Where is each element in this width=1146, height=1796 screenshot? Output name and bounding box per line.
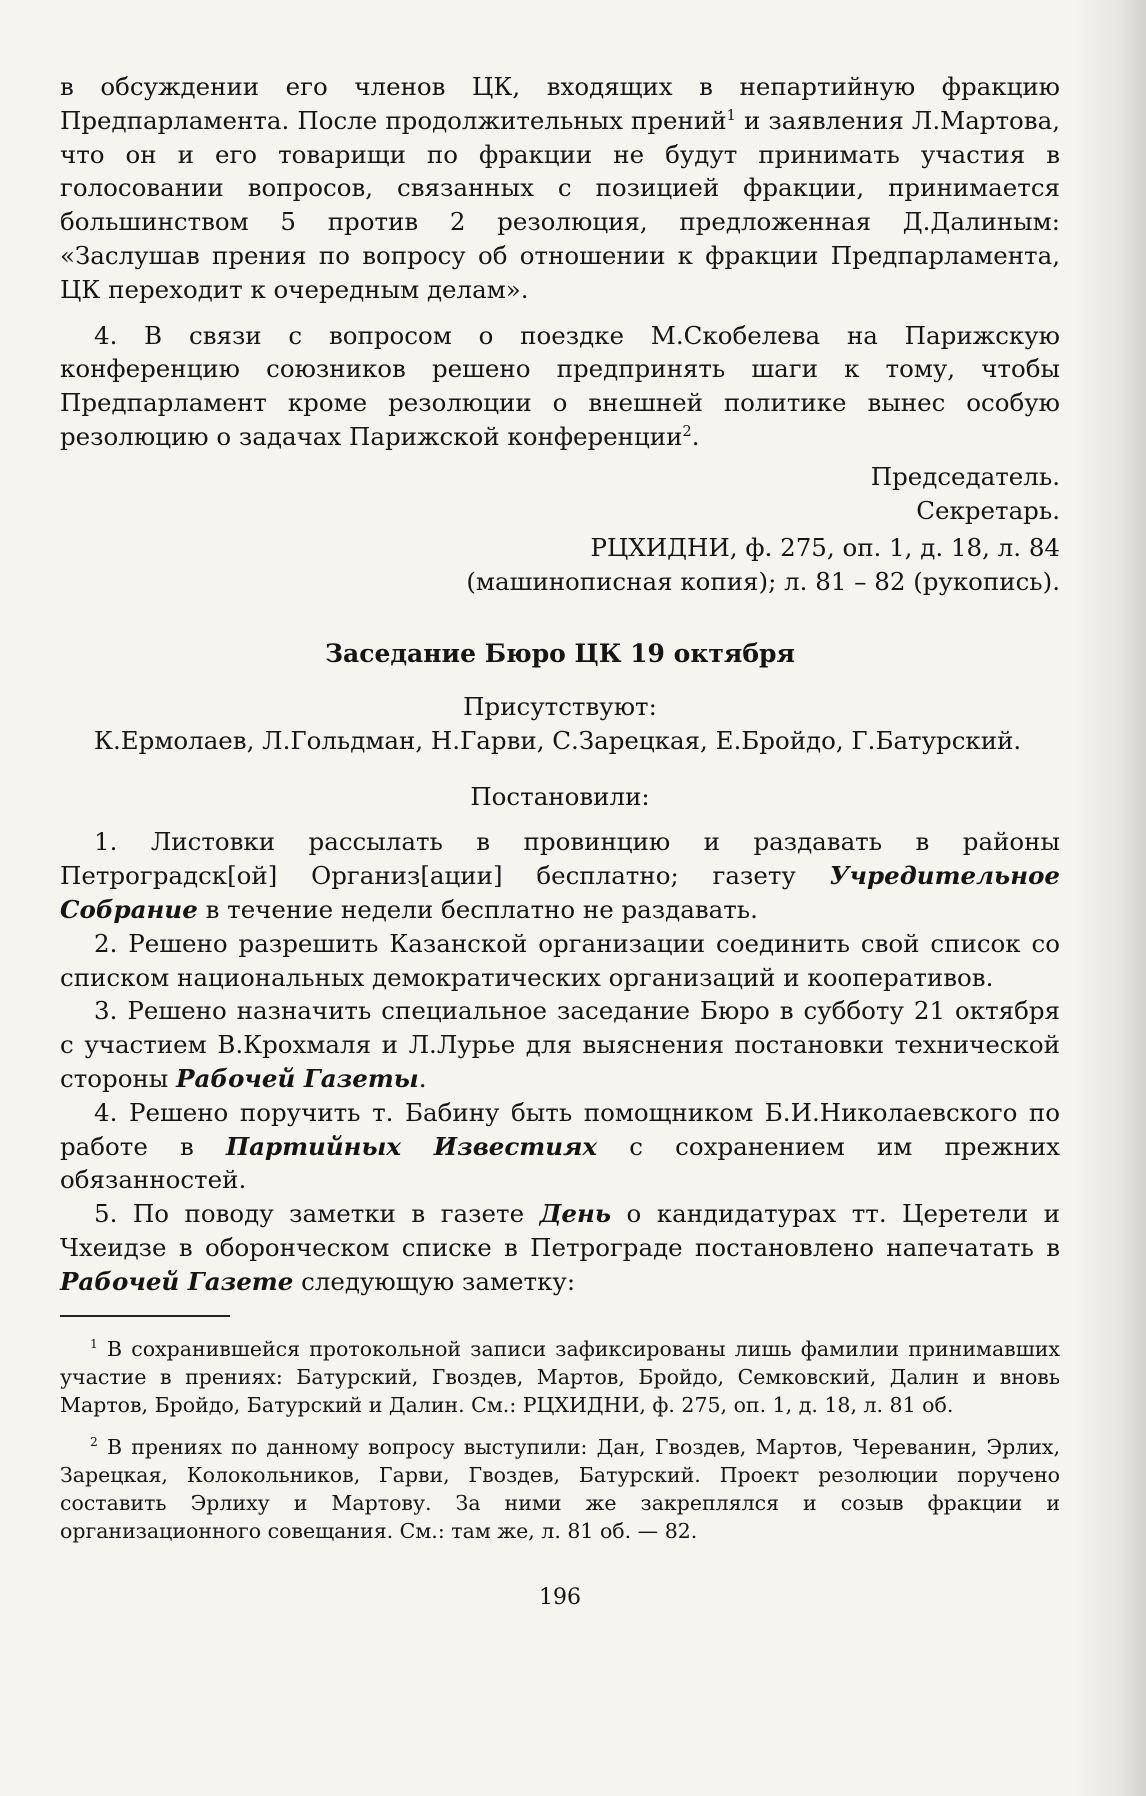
paragraph-text: . xyxy=(418,1063,427,1093)
meeting-title: Заседание Бюро ЦК 19 октября xyxy=(325,638,795,668)
decision-4 xyxy=(60,1096,1060,1197)
paragraph-text: и заявления Л.Мартова, что он и его товарищи по фракции не будут принимать участия в голосовании вопросов, связанных с позицией фракции, принимается большинством 5 против 2 резолюция, предложенная Д.Далиным: «Заслушав прения по вопросу об отношении к фракции Предпарламента, ЦК переходит к очередным делам». xyxy=(60,105,1060,304)
footnote-ref-1[interactable]: 1 xyxy=(726,106,736,124)
paragraph-text: 3. Решено назначить специальное заседание Бюро в субботу 21 октября с участием В.Крохмаля и Л.Лурье для выяснения постановки технической стороны xyxy=(60,996,1060,1093)
paragraph-text: в обсуждении его членов ЦК, входящих в непартийную фракцию Предпарламента. После продолжительных прений xyxy=(60,72,1060,135)
paragraph-text: с сохранением им прежних обязанностей. xyxy=(60,1131,1060,1195)
footnote-text: В сохранившейся протокольной записи зафиксированы лишь фамилии принимавших участие в прениях: Батурский, Гвоздев, Мартов, Бройдо, Семковский, Далин и вновь Мартов, Бройдо, Батурский и Далин. См.: РЦХИДНИ, ф. 275, оп. 1, д. 18, л. 81 об. xyxy=(60,1336,1060,1417)
paragraph-text: следующую заметку: xyxy=(293,1266,576,1296)
paragraph-text: 4. В связи с вопросом о поездке М.Скобелева на Парижскую конференцию союзников решено предпринять шаги к тому, чтобы Предпарламент кроме резолюции о внешней политике вынес особую резолюцию о задачах Парижской конференции xyxy=(60,320,1060,451)
paragraph-skobelev xyxy=(60,319,1060,454)
footnote-mark: 2 xyxy=(90,1434,98,1449)
decision-5 xyxy=(60,1197,1060,1298)
paragraph-text: 1. Листовки рассылать в провинцию и раздавать в районы Петроградск[ой] Организ[ации] бесплатно; газету xyxy=(60,827,1060,891)
document-page xyxy=(60,70,1060,1770)
resolved-label: Постановили: xyxy=(470,781,650,811)
newspaper-title: Партийных Известиях xyxy=(225,1131,598,1161)
page-edge-shadow xyxy=(1076,0,1146,1796)
decision-2: 2. Решено разрешить Казанской организации соединить свой список со списком национальных демократических организаций и кооперативов. xyxy=(60,928,1060,992)
newspaper-title: Учредительное Собрание xyxy=(60,861,1060,924)
paragraph-text: 4. Решено поручить т. Бабину быть помощником Б.И.Николаевского по работе в xyxy=(60,1097,1060,1161)
paragraph-text: о кандидатурах тт. Церетели и Чхеидзе в оборонческом списке в Петрограде постановлено напечатать в xyxy=(60,1199,1061,1262)
present-label: Присутствуют: xyxy=(463,691,657,721)
footnote-mark: 1 xyxy=(90,1336,98,1351)
paragraph-prenia xyxy=(60,70,1060,307)
newspaper-title: Рабочей Газеты xyxy=(176,1063,419,1093)
newspaper-title: День xyxy=(539,1199,612,1229)
paragraph-text: в течение недели бесплатно не раздавать. xyxy=(197,894,758,924)
signature-chairman: Председатель. xyxy=(870,461,1060,491)
newspaper-title: Рабочей Газете xyxy=(60,1266,294,1296)
archive-reference-line: (машинописная копия); л. 81 – 82 (рукопись). xyxy=(466,567,1060,597)
signature-secretary: Секретарь. xyxy=(916,495,1060,525)
decision-1 xyxy=(60,825,1060,926)
footnote-text: В прениях по данному вопросу выступили: Дан, Гвоздев, Мартов, Череванин, Эрлих, Зарецкая, Колокольников, Гарви, Гвоздев, Батурский. Проект резолюции поручено составить Эрлиху и Мартову. За ними же закреплялся и созыв фракции и организационного совещания. См.: там же, л. 81 об. — 82. xyxy=(60,1434,1060,1543)
present-list: К.Ермолаев, Л.Гольдман, Н.Гарви, С.Зарецкая, Е.Бройдо, Г.Батурский. xyxy=(94,725,1022,755)
paragraph-text: 5. По поводу заметки в газете xyxy=(94,1199,540,1229)
decision-3 xyxy=(60,994,1060,1095)
footnote-divider xyxy=(60,1315,230,1317)
footnote-ref-2[interactable]: 2 xyxy=(682,422,692,440)
page-number: 196 xyxy=(539,1584,581,1610)
footnote-1 xyxy=(60,1335,1060,1419)
paragraph-text: . xyxy=(691,421,700,451)
footnote-2 xyxy=(60,1433,1060,1545)
archive-reference-line: РЦХИДНИ, ф. 275, оп. 1, д. 18, л. 84 xyxy=(590,533,1060,563)
